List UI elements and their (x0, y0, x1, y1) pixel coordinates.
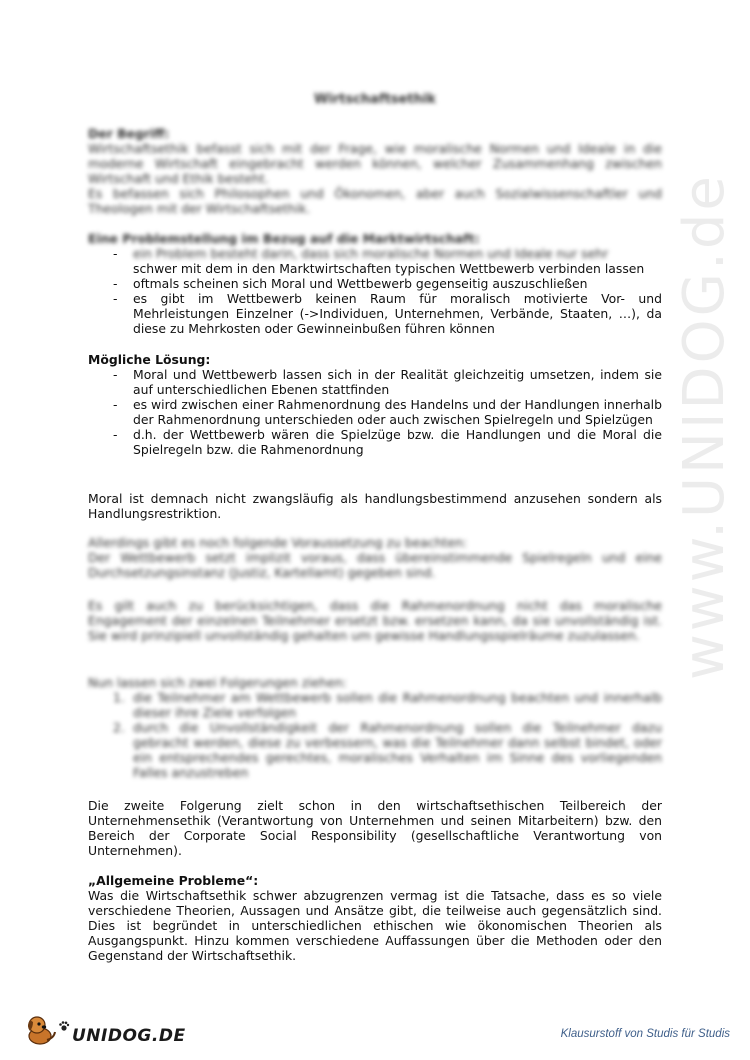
item-number: 1. (113, 690, 125, 705)
section-problem (88, 231, 662, 336)
heading-begriff: Der Begriff: (88, 126, 170, 141)
list-item-text: schwer mit dem in den Marktwirtschaften typischen Wettbewerb verbinden lassen (133, 261, 645, 276)
list-item: - d.h. der Wettbewerb wären die Spielzüge bzw. die Handlungen und die Moral die Spielregeln bzw. die Rahmenordnung (88, 427, 662, 457)
list-item: - es gibt im Wettbewerb keinen Raum für moralisch motivierte Vor- und Mehrleistungen Einzelner (->Individuen, Unternehmen, Verbände, Staaten, …), da diese zu Mehrkosten oder Gewinneinbußen führen können (88, 291, 662, 336)
list-item (88, 246, 662, 276)
dog-mascot-icon (24, 1012, 58, 1046)
list-item: - es wird zwischen einer Rahmenordnung des Handelns und der Handlungen innerhalb der Rahmenordnung unterschieden oder auch zwischen Spielregeln und Spielzügen (88, 397, 662, 427)
paragraph: Was die Wirtschaftsethik schwer abzugrenzen vermag ist die Tatsache, dass es so viele verschiedene Theorien, Aussagen und Ansätze gibt, die teilweise auch gegensätzlich sind. Dies ist begründet in unterschiedlichen ethischen wie ökonomischen Theorien als Ausgangspunkt. Hinzu kommen verschiedene Auffassungen über die Methoden oder den Gegenstand der Wirtschaftsethik. (88, 888, 662, 963)
logo-text: UNIDOG.DE (72, 1026, 186, 1046)
paragraph: Es befassen sich Philosophen und Ökonomen, aber auch Sozialwissenschaftler und Theologen mit der Wirtschaftsethik. (88, 186, 662, 216)
section-begriff (88, 126, 662, 216)
paragraph-folgerung: Die zweite Folgerung zielt schon in den wirtschaftsethischen Teilbereich der Unternehmensethik (Verantwortung von Unternehmen und seinen Mitarbeitern) bzw. den Bereich der Corporate Social Responsibility (gesellschaftliche Verantwortung von Unternehmen). (88, 798, 662, 858)
blurred-paragraph (88, 535, 662, 580)
numbered-item (88, 690, 662, 720)
list-item: - oftmals scheinen sich Moral und Wettbewerb gegenseitig auszuschließen (88, 276, 662, 291)
numbered-item (88, 720, 662, 780)
section-loesung (88, 352, 662, 457)
blurred-section-folgerungen (88, 675, 662, 780)
item-text: die Teilnehmer am Wettbewerb sollen die Rahmenordnung beachten und innerhalb dieser ihre Ziele verfolgen (133, 690, 662, 720)
heading-allgemein: „Allgemeine Probleme“: (88, 873, 259, 888)
footer-slogan: Klausurstoff von Studis für Studis (560, 1028, 730, 1040)
paw-icon (58, 1020, 70, 1032)
list-item-text: - ein Problem besteht darin, dass sich moralische Normen und Ideale nur sehr (133, 246, 609, 261)
heading-loesung: Mögliche Lösung: (88, 352, 211, 367)
blurred-paragraph: Es gilt auch zu berücksichtigen, dass die Rahmenordnung nicht das moralische Engagement der einzelnen Teilnehmer ersetzt bzw. ersetzen kann, da sie unvollständig ist. Sie wird prinzipiell unvollständig gehalten um gewisse Handlungsspielräume zuzulassen. (88, 598, 662, 643)
paragraph-line: Der Wettbewerb setzt implizit voraus, dass übereinstimmende Spielregeln und eine Durchsetzungsinstanz (Justiz, Kartellamt) gegeben sind. (88, 550, 662, 580)
list-item: - Moral und Wettbewerb lassen sich in der Realität gleichzeitig umsetzen, indem sie auf unterschiedlichen Ebenen stattfinden (88, 367, 662, 397)
item-text: durch die Unvollständigkeit der Rahmenordnung sollen die Teilnehmer dazu gebracht werden, diese zu verbessern, was die Teilnehmer dann selbst bindet, oder ein entsprechendes gerechtes, moralisches Verhalten im Sinne des vorliegenden Falles anzustreben (133, 720, 662, 780)
paragraph: Nun lassen sich zwei Folgerungen ziehen: (88, 675, 347, 690)
item-number: 2. (113, 720, 125, 735)
unidog-logo (24, 1012, 186, 1046)
paragraph-line: Allerdings gibt es noch folgende Voraussetzung zu beachten: (88, 535, 468, 550)
paragraph: Wirtschaftsethik befasst sich mit der Frage, wie moralische Normen und Ideale in die moderne Wirtschaft eingebracht werden können, welcher Zusammenhang zwischen Wirtschaft und Ethik besteht. (88, 141, 662, 186)
paragraph-moral: Moral ist demnach nicht zwangsläufig als handlungsbestimmend anzusehen sondern als Handlungsrestriktion. (88, 491, 662, 521)
heading-problem: Eine Problemstellung im Bezug auf die Marktwirtschaft: (88, 231, 480, 246)
section-allgemein (88, 873, 662, 963)
watermark: www.UNIDOG.de (672, 173, 737, 680)
document-title: Wirtschaftsethik (314, 92, 436, 107)
